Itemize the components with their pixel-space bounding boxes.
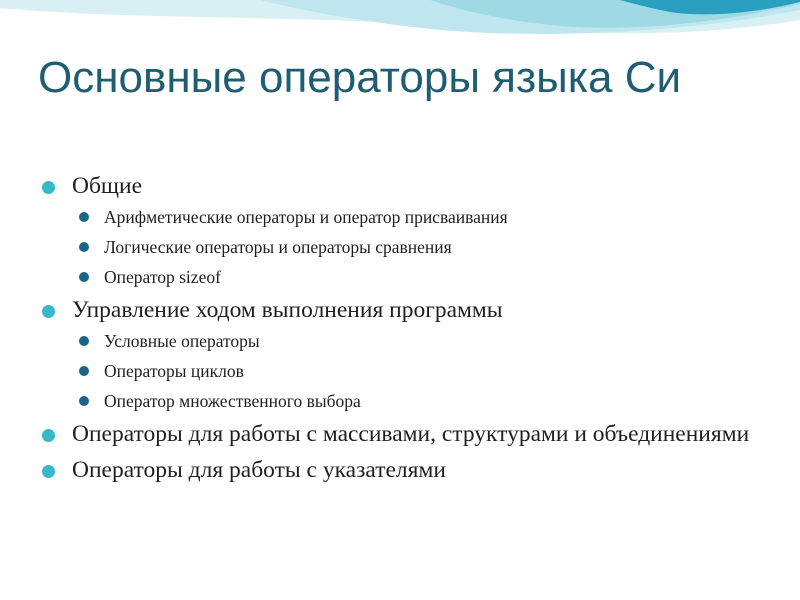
sub-bullet-item — [40, 266, 780, 288]
bullet-list — [40, 172, 780, 492]
sub-bullet-item — [40, 360, 780, 382]
bullet-text: Общие — [72, 173, 143, 199]
bullet-icon — [42, 305, 55, 318]
sub-bullet-item — [40, 206, 780, 228]
sub-bullet-icon — [79, 336, 89, 346]
sub-bullet-item — [40, 390, 780, 412]
sub-bullet-text: Оператор множественного выбора — [104, 391, 361, 411]
slide-title: Основные операторы языка Си — [38, 53, 682, 102]
sub-bullet-item — [40, 236, 780, 258]
sub-bullet-icon — [79, 396, 89, 406]
sub-bullet-item — [40, 330, 780, 352]
bullet-icon — [42, 429, 55, 442]
bullet-item — [40, 420, 780, 448]
bullet-item — [40, 296, 780, 324]
sub-bullet-text: Арифметические операторы и оператор присваивания — [104, 207, 508, 227]
bullet-item — [40, 172, 780, 200]
bullet-group-pointers — [40, 456, 780, 484]
bullet-item — [40, 456, 780, 484]
sub-bullet-text: Оператор sizeof — [104, 267, 221, 287]
sub-bullet-text: Операторы циклов — [104, 361, 244, 381]
bullet-text: Управление ходом выполнения программы — [72, 297, 503, 323]
sub-bullet-icon — [79, 212, 89, 222]
bullet-icon — [42, 181, 55, 194]
sub-bullet-icon — [79, 272, 89, 282]
bullet-text: Операторы для работы с массивами, структурами и объединениями — [72, 421, 750, 447]
sub-bullet-icon — [79, 366, 89, 376]
bullet-text: Операторы для работы с указателями — [72, 457, 446, 483]
bullet-icon — [42, 465, 55, 478]
sub-bullet-icon — [79, 242, 89, 252]
bullet-group-control-flow — [40, 296, 780, 412]
sub-bullet-text: Логические операторы и операторы сравнения — [104, 237, 452, 257]
bullet-group-arrays — [40, 420, 780, 448]
bullet-group-general — [40, 172, 780, 288]
sub-bullet-text: Условные операторы — [104, 331, 260, 351]
